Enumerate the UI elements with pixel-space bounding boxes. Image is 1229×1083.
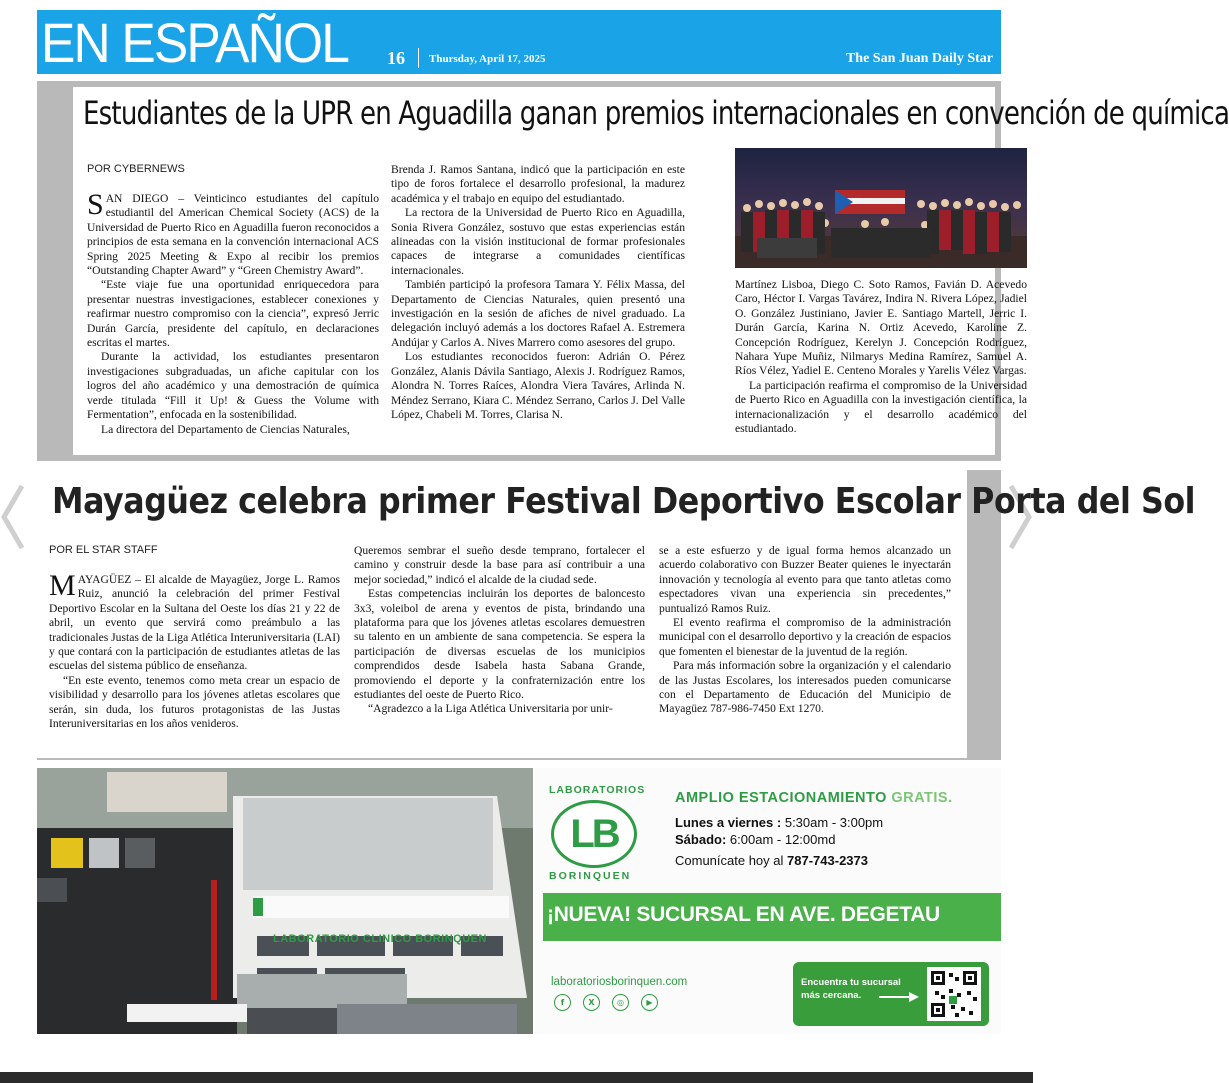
saturday-hours: Sábado: 6:00am - 12:00md [675,832,836,847]
paragraph: “Este viaje fue una oportunidad enriquecedora para presentar nuestras investigaciones, establecer conexiones y reafirmar nuestro compromiso con la ciencia”, expresó Jerric Durán García, presidente del capítulo, en declaraciones escritas el martes. [87,278,379,350]
drop-cap: M [49,569,76,602]
weekday-hours: Lunes a viernes : 5:30am - 3:00pm [675,815,884,830]
ad-info-panel [535,768,1001,1034]
logo-top-text: LABORATORIOS [549,784,646,796]
viewer-bottom-bar [0,1072,1033,1083]
paragraph: Brenda J. Ramos Santana, indicó que la participación en este tipo de foros fortalece el desarrollo profesional, la madurez académica y el trabajo en equipo del estudiantado. [391,163,685,205]
article-column-1 [49,569,340,753]
masthead-divider [418,48,419,68]
laboratory-building-aerial-photo [37,768,533,1034]
logo-bottom-text: BORINQUEN [549,870,632,882]
paragraph: SAN DIEGO – Veinticinco estudiantes del capítulo estudiantil del American Chemical Society (ACS) de la Universidad de Puerto Rico en Aguadilla fueron reconocidos a principios de esta semana en la convención internacional ACS Spring 2025 Meeting & Expo al recibir los premios “Outstanding Chapter Award” y “Green Chemistry Award”. [87,188,379,278]
paragraph: se a este esfuerzo y de igual forma hemos alcanzado un acuerdo colaborativo con Buzzer Beater quienes le inyectarán innovación y tecnología al evento para que tanto atletas como espectadores vivan una experiencia sin precedentes,” puntualizó Ramos Ruiz. [659,544,951,615]
article-column-3 [735,278,1027,454]
instagram-icon[interactable]: ◎ [612,994,629,1011]
newspaper-name: The San Juan Daily Star [845,51,993,66]
article-body [37,470,1196,758]
website-link[interactable]: laboratoriosborinquen.com [551,976,688,988]
paragraph: La participación reafirma el compromiso de la Universidad de Puerto Rico en Aguadilla con la investigación científica, la internacionalización y el desarrollo académico del estudiantado. [735,378,1027,436]
contact-line: Comunícate hoy al 787-743-2373 [675,853,868,868]
paragraph: Los estudiantes reconocidos fueron: Adrián O. Pérez González, Alanis Dávila Santiago, Alexis J. Rodríguez Ramos, Alondra N. Torres Raíces, Alondra Viera Taváres, Arlinda N. Méndez Serrano, Kiara C. Méndez Serrano, Carlos J. Del Valle López, Chabeli M. Torres, Clarisa N. [391,350,685,421]
article-byline: POR CYBERNEWS [87,163,185,175]
article-body [73,87,1229,455]
article-mayaguez-festival [37,470,1196,760]
drop-cap: S [87,188,104,221]
youtube-icon[interactable]: ▶ [641,994,658,1011]
paragraph: Martínez Lisboa, Diego C. Soto Ramos, Favián D. Acevedo Caro, Héctor I. Vargas Tavárez, Indira N. Rivera López, Jadiel O. González Justiniano, Javier E. Santiago Martell, Jerric I. Durán García, Karina N. Ortiz Acevedo, Karoline Z. Concepción Rodríguez, Kerelyn J. Concepción Rodríguez, Nahara Yupe Muñiz, Nilmarys Medina Ramírez, Samuel A. Ríos Vélez, Yadiel E. Centeno Morales y Yarelis Vélez Vargas. [735,278,1027,378]
article-headline: Mayagüez celebra primer Festival Deportivo Escolar Porta del Sol [52,481,1196,522]
paragraph: MAYAGÜEZ – El alcalde de Mayagüez, Jorge L. Ramos Ruiz, anunció la celebración del primer Festival Deportivo Escolar en la Sultana del Oeste los días 21 y 22 de abril, un evento que servirá como preámbulo a las tradicionales Justas de la Liga Atlética Interuniversitaria (LAI) y que contará con la participación de estudiantes atletas de las escuelas del sistema público de enseñanza. [49,569,340,673]
laboratorios-borinquen-logo: LB [551,800,637,868]
issue-date: Thursday, April 17, 2025 [429,53,546,65]
find-branch-text: Encuentra tu sucursal más cercana. [801,977,901,1001]
paragraph: También participó la profesora Tamara Y. Félix Massa, del Departamento de Ciencias Naturales, quien presentó una investigación en la sesión de afiches de nivel graduado. La delegación incluyó además a los doctores Rafael A. Estremera Andújar y Carlos A. Nives Marrero como asesores del grupo. [391,278,685,349]
article-column-2 [391,163,685,454]
previous-page-arrow-icon[interactable] [0,482,26,552]
article-column-3 [659,544,951,753]
students-group-photo [735,148,1027,268]
article-column-2 [354,544,645,753]
paragraph: Durante la actividad, los estudiantes presentaron investigaciones subgraduadas, un afiche capitular con los logros del año académico y una demostración de química verde titulada “Fill it Up! & Guess the Volume with Fermentation”, enfocada en la sostenibilidad. [87,350,379,422]
page-number: 16 [387,48,405,68]
paragraph: La directora del Departamento de Ciencias Naturales, [101,422,350,436]
qr-code-icon[interactable] [927,967,981,1021]
paragraph: Para más información sobre la organización y el calendario de las Justas Escolares, los interesados pueden comunicarse con el Departamento de Educación del Municipio de Mayagüez 787-986-7450 Ext 1270. [659,659,951,716]
article-upr-aguadilla [37,81,1229,461]
find-branch-box[interactable] [793,962,989,1026]
new-branch-banner: ¡NUEVA! SUCURSAL EN AVE. DEGETAU [543,893,1001,941]
section-title: EN ESPAÑOL [41,11,349,74]
paragraph: La rectora de la Universidad de Puerto Rico en Aguadilla, Sonia Rivera González, sostuvo que estas experiencias están alineadas con la visión institucional de formar profesionales capaces de integrarse a comunidades científicas internacionales. [391,206,685,277]
paragraph: “En este evento, tenemos como meta crear un espacio de visibilidad y desarrollo para los jóvenes atletas escolares que serán, sin duda, los futuros protagonistas de las Justas Interuniversitarias en los años venideros. [49,673,340,731]
article-byline: POR EL STAR STAFF [49,544,158,556]
parking-headline: AMPLIO ESTACIONAMIENTO GRATIS. [675,790,953,806]
paragraph: El evento reafirma el compromiso de la administración municipal con el desarrollo deportivo y la creación de espacios que fomenten el bienestar de la juventud de la región. [659,616,951,658]
article-headline: Estudiantes de la UPR en Aguadilla ganan premios internacionales en convención de química [83,94,1229,132]
laboratorios-borinquen-ad [37,768,1001,1034]
masthead [37,10,1001,74]
facebook-icon[interactable]: f [554,994,571,1011]
x-icon[interactable]: X [583,994,600,1011]
paragraph: Queremos sembrar el sueño desde temprano, fortalecer el camino y construir desde la base para así contribuir a una mejor sociedad,” indicó el alcalde de la ciudad sede. [354,544,645,586]
building-sign: LABORATORIO CLINICO BORINQUEN [273,933,487,945]
paragraph: Estas competencias incluirán los deportes de baloncesto 3x3, voleibol de arena y eventos de pista, brindando una plataforma para que los jóvenes atletas escolares demuestren su talento en un ambiente de sana competencia. Se espera la participación de diversas escuelas de los municipios comprendidos desde Isabela hasta Sabana Grande, promoviendo el deporte y la confraternización entre los estudiantes del oeste de Puerto Rico. [354,587,645,702]
article-column-1 [87,188,379,454]
paragraph: “Agradezco a la Liga Atlética Universitaria por unir- [368,702,613,716]
arrow-right-icon [879,992,919,1002]
